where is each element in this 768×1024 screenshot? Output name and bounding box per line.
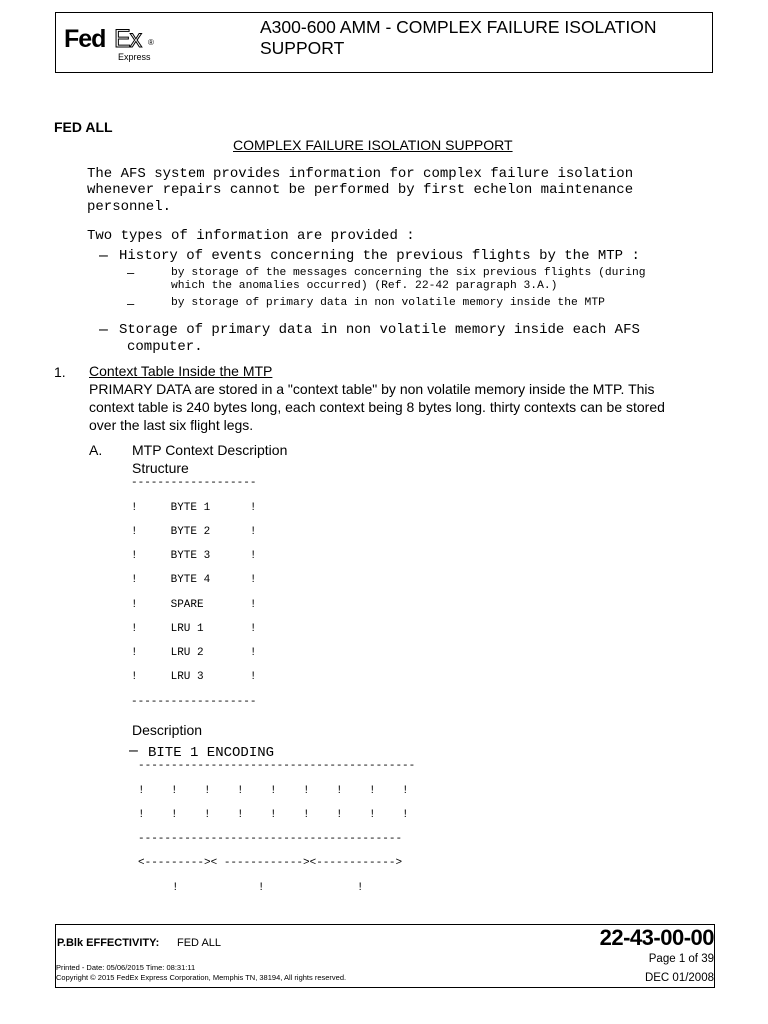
description-label: Description	[132, 722, 203, 738]
document-title: A300-600 AMM - COMPLEX FAILURE ISOLATION SUPPORT	[260, 17, 657, 58]
struct-row: ! SPARE !	[131, 599, 257, 611]
section-body-line-1: PRIMARY DATA are stored in a "context table" by non volatile memory inside the MTP. This	[89, 381, 655, 397]
structure-label: Structure	[132, 460, 189, 476]
section-body-line-3: over the last six flight legs.	[89, 417, 254, 433]
effectivity-value: FED ALL	[177, 937, 222, 949]
section-number: 1.	[54, 364, 66, 380]
bullet-storage-line-2: computer.	[127, 339, 203, 355]
sub-bullet-dash: –	[127, 296, 135, 311]
effectivity-label: P.Blk EFFECTIVITY:	[57, 937, 160, 949]
header-box	[55, 12, 713, 73]
encoding-pipes: ! ! !	[172, 882, 364, 894]
encoding-border-top: ------------------------------------------	[138, 760, 416, 772]
page-number: Page 1 of 39	[648, 953, 714, 965]
revision-date: DEC 01/2008	[644, 972, 714, 984]
intro-line-1: The AFS system provides information for complex failure isolation	[87, 166, 634, 182]
sub-bullet-1-line-2: which the anomalies occurred) (Ref. 22-42 paragraph 3.A.)	[171, 280, 558, 292]
struct-row: ! BYTE 1 !	[131, 502, 257, 514]
encoding-arrows: <--------->< ------------><------------>	[138, 857, 403, 869]
logo-express: Express	[118, 52, 151, 62]
encoding-row: ! ! ! ! ! ! ! ! !	[138, 809, 409, 821]
struct-row: ! LRU 3 !	[131, 671, 257, 683]
intro-line-3: personnel.	[87, 199, 172, 215]
sub-bullet-dash: –	[127, 265, 135, 280]
struct-row: ! BYTE 4 !	[131, 574, 257, 586]
two-types-line: Two types of information are provided :	[87, 228, 415, 244]
printed-date: Printed - Date: 05/06/2015 Time: 08:31:11	[56, 963, 196, 972]
encoding-border-bottom: ----------------------------------------	[138, 833, 403, 845]
bullet-dash: –	[99, 247, 108, 264]
section-title: Context Table Inside the MTP	[89, 363, 273, 379]
struct-row: ! LRU 2 !	[131, 647, 257, 659]
struct-row: ! BYTE 2 !	[131, 526, 257, 538]
subsection-title: MTP Context Description	[132, 442, 288, 458]
bullet-dash: –	[129, 742, 138, 759]
bullet-history: History of events concerning the previous flights by the MTP :	[119, 248, 640, 264]
sub-bullet-2: by storage of primary data in non volatile memory inside the MTP	[171, 297, 605, 309]
section-body-line-2: context table is 240 bytes long, each context being 8 bytes long. thirty contexts can be stored	[89, 399, 665, 415]
document-number: 22-43-00-00	[599, 925, 714, 950]
bite-heading: BITE 1 ENCODING	[148, 745, 275, 761]
logo-registered: ®	[148, 38, 154, 47]
bullet-storage-line-1: Storage of primary data in non volatile memory inside each AFS	[119, 322, 640, 338]
subsection-letter: A.	[89, 442, 103, 458]
fed-all-label: FED ALL	[54, 119, 113, 135]
logo-fed: Fed	[64, 25, 106, 53]
fedex-logo	[64, 25, 164, 65]
page-heading: COMPLEX FAILURE ISOLATION SUPPORT	[233, 137, 513, 153]
struct-border-bottom: -------------------	[131, 696, 257, 708]
intro-line-2: whenever repairs cannot be performed by first echelon maintenance	[87, 182, 634, 198]
copyright: Copyright © 2015 FedEx Express Corporation, Memphis TN, 38194, All rights reserved.	[56, 973, 347, 982]
sub-bullet-1-line-1: by storage of the messages concerning the six previous flights (during	[171, 267, 646, 279]
encoding-row: ! ! ! ! ! ! ! ! !	[138, 785, 409, 797]
struct-row: ! LRU 1 !	[131, 623, 257, 635]
struct-row: ! BYTE 3 !	[131, 550, 257, 562]
bullet-dash: –	[99, 321, 108, 338]
struct-border-top: -------------------	[131, 477, 257, 489]
logo-ex: Ex	[114, 25, 142, 53]
